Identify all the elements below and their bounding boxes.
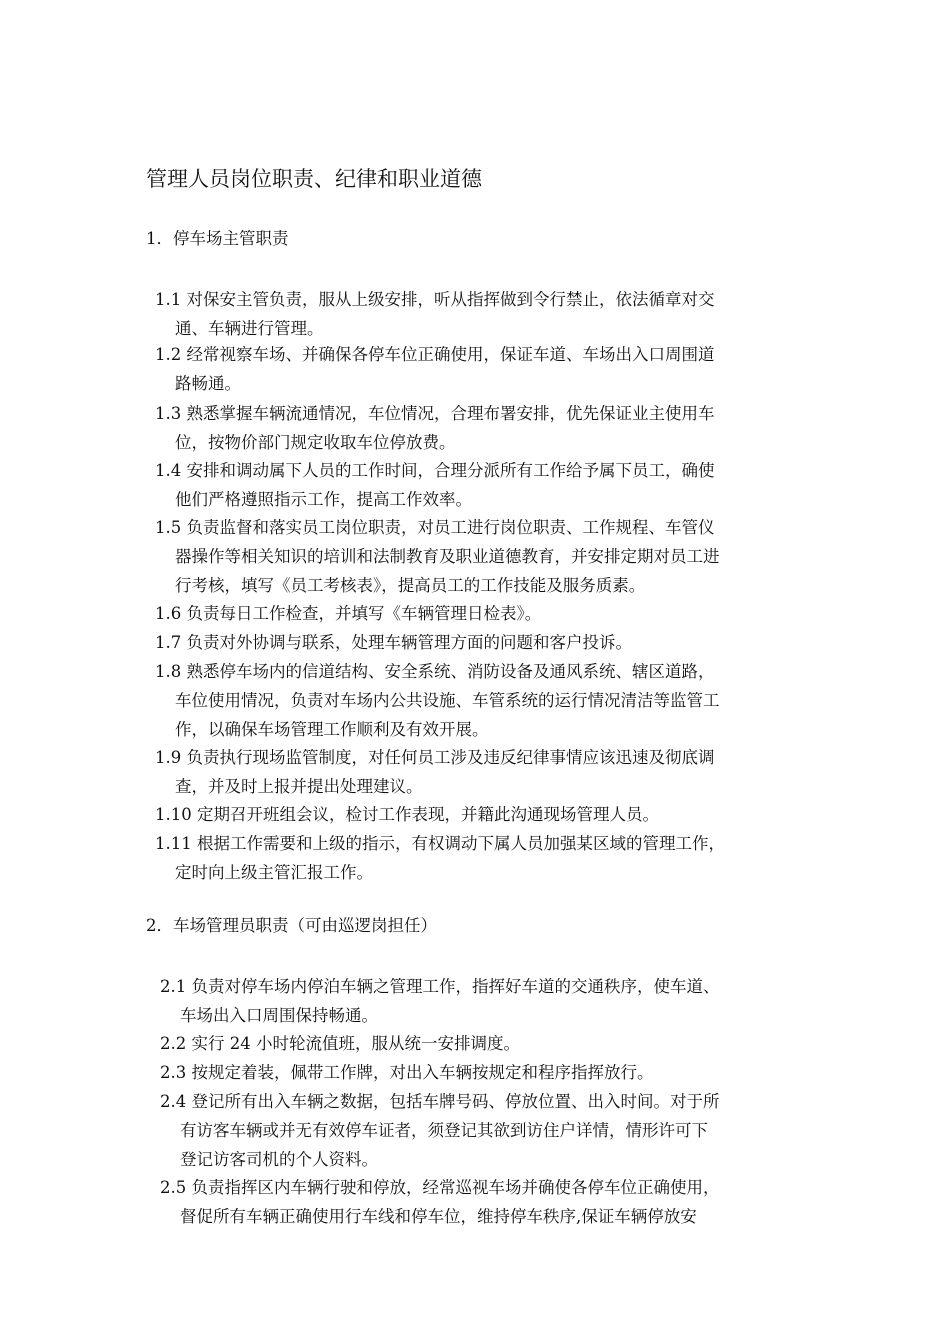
- list-item-continuation: 他们严格遵照指示工作，提高工作效率。: [175, 490, 472, 509]
- list-item-text: 2.5 负责指挥区内车辆行驶和停放，经常巡视车场并确使各停车位正确使用，: [160, 1178, 720, 1197]
- section-heading: 2．车场管理员职责（可由巡逻岗担任）: [146, 916, 437, 935]
- list-item-text: 1.8 熟悉停车场内的信道结构、安全系统、消防设备及通风系统、辖区道路，: [155, 662, 715, 681]
- list-item-text: 1.7 负责对外协调与联系，处理车辆管理方面的问题和客户投诉。: [155, 633, 632, 652]
- list-item: [155, 399, 815, 457]
- list-item-continuation: 车位使用情况，负责对车场内公共设施、车管系统的运行情况清洁等监管工: [175, 691, 720, 710]
- document-title: 管理人员岗位职责、纪律和职业道德: [146, 167, 482, 191]
- list-item-continuation: 器操作等相关知识的培训和法制教育及职业道德教育，并安排定期对员工进: [175, 547, 720, 566]
- list-item: [155, 800, 815, 829]
- list-item-text: 1.2 经常视察车场、并确保各停车位正确使用，保证车道、车场出入口周围道: [155, 345, 715, 364]
- list-item-continuation: 行考核，填写《员工考核表》，提高员工的工作技能及服务质素。: [175, 576, 646, 595]
- list-item-text: 2.4 登记所有出入车辆之数据，包括车牌号码、停放位置、出入时间。对于所: [160, 1092, 720, 1111]
- list-item-continuation: 有访客车辆或并无有效停车证者，须登记其欲到访住户详情，情形许可下: [180, 1121, 708, 1140]
- list-item-continuation: 车场出入口周围保持畅通。: [180, 1006, 378, 1025]
- list-item-continuation: 作，以确保车场管理工作顺利及有效开展。: [175, 720, 489, 739]
- list-item-text: 2.1 负责对停车场内停泊车辆之管理工作，指挥好车道的交通秩序，使车道、: [160, 977, 720, 996]
- list-item: [160, 1087, 820, 1174]
- list-item: [155, 513, 815, 600]
- list-item: [155, 657, 815, 744]
- list-item: [160, 1173, 820, 1231]
- list-item-text: 1.5 负责监督和落实员工岗位职责，对员工进行岗位职责、工作规程、车管仪: [155, 518, 715, 537]
- list-item-text: 1.4 安排和调动属下人员的工作时间，合理分派所有工作给予属下员工，确使: [155, 461, 715, 480]
- list-item: [155, 340, 815, 398]
- list-item-text: 1.3 熟悉掌握车辆流通情况，车位情况，合理布署安排，优先保证业主使用车: [155, 404, 715, 423]
- list-item: [160, 1029, 820, 1058]
- list-item-text: 1.6 负责每日工作检查，并填写《车辆管理日检表》。: [155, 604, 542, 623]
- list-item-text: 2.3 按规定着装，佩带工作牌，对出入车辆按规定和程序指挥放行。: [160, 1063, 654, 1082]
- list-item: [155, 599, 815, 628]
- list-item-text: 1.10 定期召开班组会议，检讨工作表现，并籍此沟通现场管理人员。: [155, 805, 659, 824]
- list-item-continuation: 查，并及时上报并提出处理建议。: [175, 777, 423, 796]
- list-item-continuation: 位，按物价部门规定收取车位停放费。: [175, 433, 456, 452]
- list-item-continuation: 通、车辆进行管理。: [175, 319, 324, 338]
- list-item-continuation: 路畅通。: [175, 374, 241, 393]
- list-item: [155, 285, 815, 343]
- list-item: [160, 1058, 820, 1087]
- list-item: [155, 743, 815, 801]
- list-item: [160, 972, 820, 1030]
- list-item-text: 2.2 实行 24 小时轮流值班，服从统一安排调度。: [160, 1034, 520, 1053]
- list-item-continuation: 定时向上级主管汇报工作。: [175, 863, 373, 882]
- list-item: [155, 829, 815, 887]
- section-heading: 1．停车场主管职责: [146, 229, 289, 248]
- list-item: [155, 456, 815, 514]
- list-item-text: 1.1 对保安主管负责，服从上级安排，听从指挥做到令行禁止，依法循章对交: [155, 290, 715, 309]
- list-item-text: 1.9 负责执行现场监管制度，对任何员工涉及违反纪律事情应该迅速及彻底调: [155, 748, 715, 767]
- list-item-text: 1.11 根据工作需要和上级的指示，有权调动下属人员加强某区域的管理工作，: [155, 834, 725, 853]
- list-item-continuation: 登记访客司机的个人资料。: [180, 1150, 378, 1169]
- list-item: [155, 628, 815, 657]
- list-item-continuation: 督促所有车辆正确使用行车线和停车位，维持停车秩序,保证车辆停放安: [180, 1207, 697, 1226]
